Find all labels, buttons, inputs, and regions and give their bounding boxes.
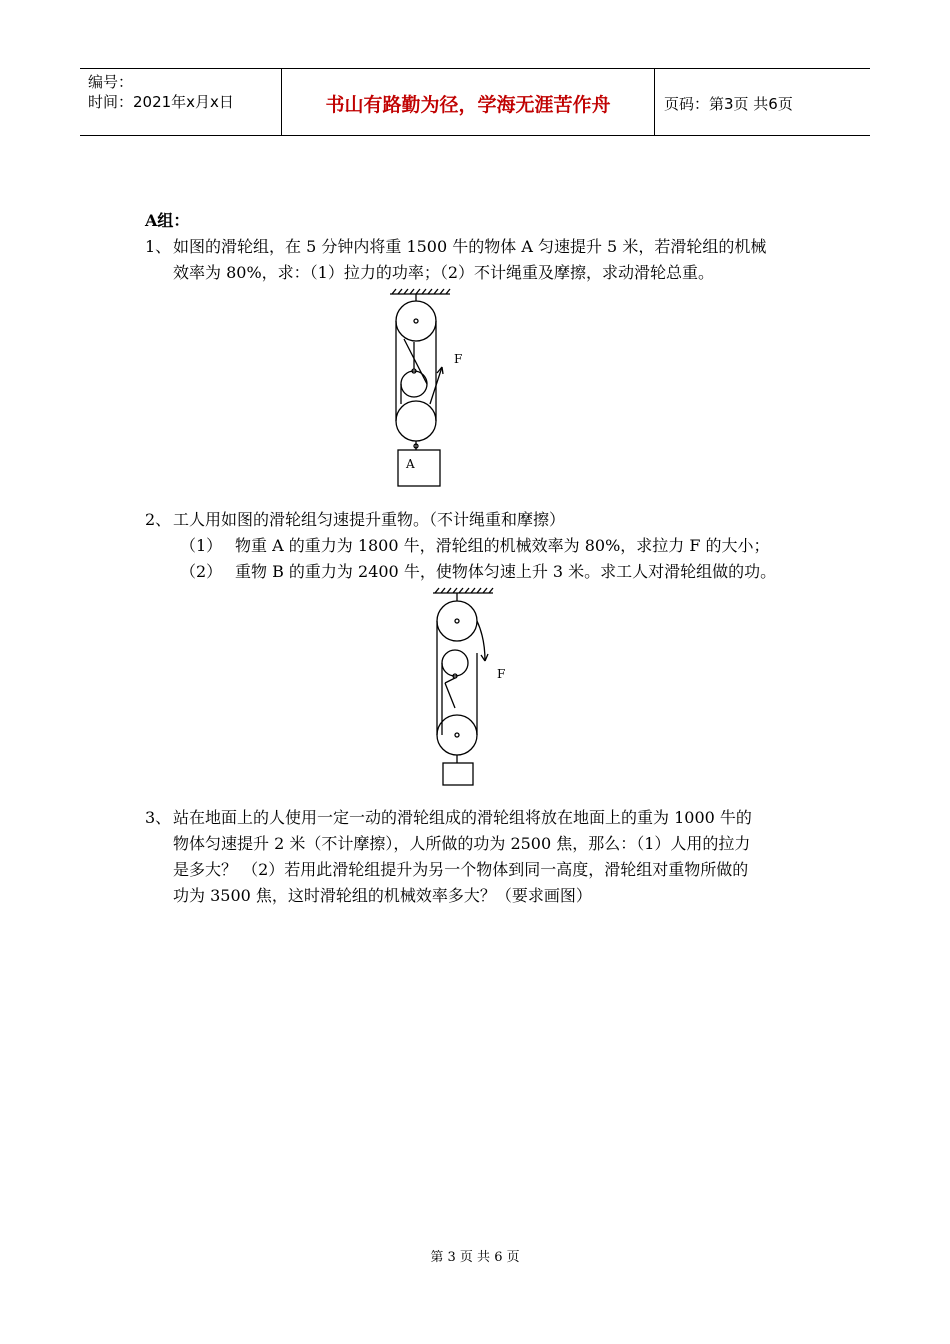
question-2-sub-number: （2） <box>180 562 223 581</box>
question-1-line: 效率为 80%，求：（1）拉力的功率；（2）不计绳重及摩擦，求动滑轮总重。 <box>173 263 715 282</box>
header-divider <box>654 68 655 136</box>
question-2-sub-text: 物重 A 的重力为 1800 牛，滑轮组的机械效率为 80%，求拉力 F 的大小； <box>235 536 770 555</box>
question-2-sub-number: （1） <box>180 536 223 555</box>
section-title: A组： <box>145 211 190 230</box>
time-label: 时间：2021年x月x日 <box>88 93 234 111</box>
question-1-line: 如图的滑轮组，在 5 分钟内将重 1500 牛的物体 A 匀速提升 5 米，若滑轮组的机械 <box>173 237 767 256</box>
question-3-line: 功为 3500 焦，这时滑轮组的机械效率多大？（要求画图） <box>173 886 592 905</box>
header-top-rule <box>80 68 870 69</box>
figure-2-force-label: F <box>497 667 506 681</box>
pulley-figure-2 <box>425 583 525 793</box>
question-2-number: 2、 <box>145 510 172 529</box>
question-2-sub-text: 重物 B 的重力为 2400 牛，使物体匀速上升 3 米。求工人对滑轮组做的功。 <box>235 562 777 581</box>
header-motto: 书山有路勤为径，学海无涯苦作舟 <box>325 94 611 116</box>
question-3-line: 站在地面上的人使用一定一动的滑轮组成的滑轮组将放在地面上的重为 1000 牛的 <box>173 808 752 827</box>
figure-1-force-label: F <box>454 352 463 366</box>
question-3-line: 是多大？ （2）若用此滑轮组提升为另一个物体到同一高度，滑轮组对重物所做的 <box>173 860 749 879</box>
page-footer: 第 3 页 共 6 页 <box>430 1250 520 1265</box>
header-left <box>88 72 234 112</box>
question-2-line: 工人用如图的滑轮组匀速提升重物。（不计绳重和摩擦） <box>173 510 566 529</box>
header-page-info: 页码：第3页 共6页 <box>664 95 793 113</box>
question-3-line: 物体匀速提升 2 米（不计摩擦），人所做的功为 2500 焦，那么：（1）人用的拉力 <box>173 834 751 853</box>
question-3-number: 3、 <box>145 808 172 827</box>
header-bottom-rule <box>80 135 870 136</box>
question-1-number: 1、 <box>145 237 172 256</box>
figure-1-object-label: A <box>406 457 415 471</box>
pulley-figure-1 <box>380 284 480 489</box>
number-label: 编号： <box>88 73 134 91</box>
